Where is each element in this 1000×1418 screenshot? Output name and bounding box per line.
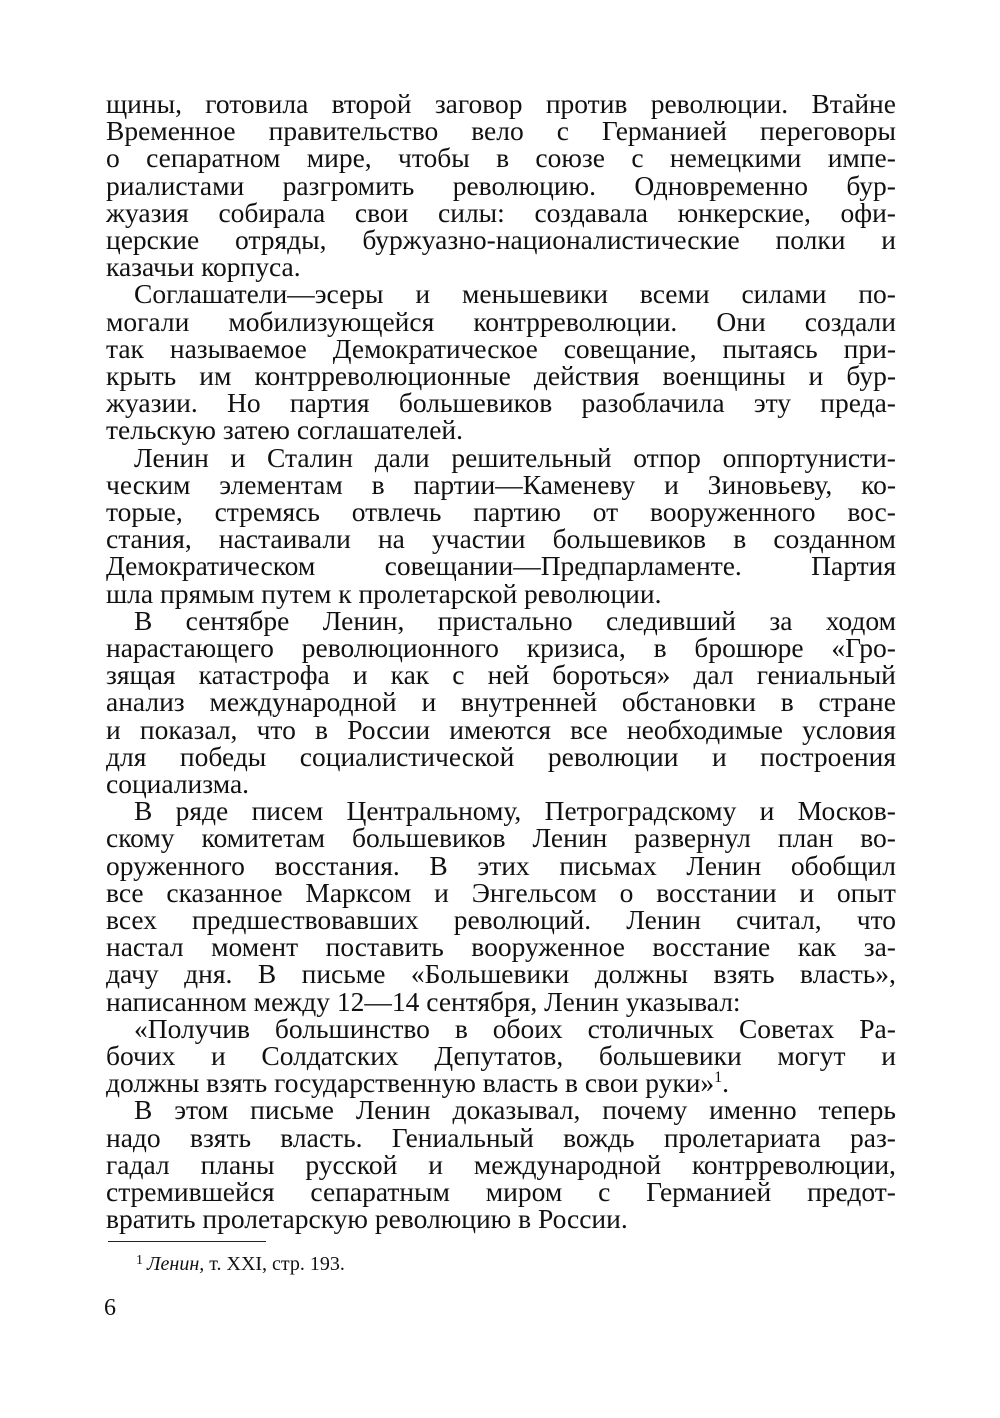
- word: обоих: [492, 1012, 563, 1044]
- word: мире,: [306, 142, 372, 174]
- word: во-: [860, 822, 896, 854]
- word: революционного: [301, 632, 499, 663]
- word: поставить: [325, 931, 444, 963]
- line-text: казачьи корпуса.: [106, 251, 301, 283]
- word: Энгельсом: [471, 876, 597, 908]
- word: ходом: [825, 604, 896, 636]
- word: письмах: [559, 849, 657, 881]
- word: и: [210, 1040, 226, 1071]
- footnote: [136, 1248, 345, 1277]
- word: заговор: [434, 88, 523, 119]
- word: Втайне: [811, 88, 896, 119]
- word: правительство: [268, 115, 439, 147]
- word: отряды,: [235, 224, 327, 255]
- word: союзе: [535, 142, 605, 174]
- word: революций.: [453, 904, 592, 935]
- word: контрреволюции,: [691, 1148, 896, 1180]
- word: партии—Каменеву: [413, 468, 636, 500]
- word: партию: [473, 496, 561, 527]
- footnote-source: т. XXI, стр. 193.: [204, 1253, 345, 1275]
- word: восстании: [656, 876, 777, 908]
- word: Одновременно: [634, 169, 809, 201]
- word: стремясь: [214, 496, 320, 527]
- word: настал: [106, 931, 184, 963]
- word: им: [199, 360, 232, 391]
- word: восстания.: [274, 849, 400, 881]
- line-text: должны взять государственную власть в свои руки»: [106, 1067, 715, 1099]
- word: бур-: [846, 169, 896, 201]
- word: «Получив: [134, 1012, 251, 1044]
- word: второй: [331, 88, 412, 119]
- word: почему: [602, 1094, 688, 1126]
- word: большевиков: [552, 523, 707, 555]
- word: мобилизующейся: [228, 305, 435, 337]
- word: зящая: [106, 659, 176, 691]
- word: Марксом: [305, 876, 412, 908]
- word: контрреволюции.: [473, 305, 678, 337]
- word: при-: [843, 332, 896, 364]
- word: сепаратным: [310, 1176, 450, 1207]
- word: и: [415, 278, 431, 310]
- footnote-author: Ленин,: [147, 1253, 205, 1275]
- word: Но: [227, 387, 261, 419]
- line-text: вратить пролетарскую революцию в России.: [106, 1203, 628, 1235]
- word: «Большевики: [410, 958, 570, 990]
- word: военщины: [662, 360, 786, 391]
- word: отвлечь: [351, 496, 442, 527]
- word: В: [134, 604, 153, 636]
- word: буржуазно-националистические: [362, 224, 740, 255]
- word: внутренней: [460, 686, 598, 718]
- word: власть»,: [799, 958, 896, 990]
- line-text: социализма.: [106, 768, 250, 799]
- word: построения: [760, 740, 896, 772]
- word: щины,: [106, 88, 182, 119]
- word: Москов-: [797, 795, 896, 827]
- word: Ленин: [686, 849, 762, 881]
- word: могут: [777, 1040, 846, 1071]
- word: жуазии.: [106, 387, 198, 419]
- word: Ленин: [134, 441, 209, 473]
- word: церские: [106, 224, 200, 255]
- word: Германией: [601, 115, 728, 147]
- word: и: [230, 441, 246, 473]
- word: взять: [189, 1121, 252, 1153]
- word: Гениальный: [391, 1121, 534, 1153]
- word: надо: [106, 1121, 161, 1153]
- word: в: [733, 523, 747, 555]
- word: власть.: [280, 1121, 363, 1153]
- word: создали: [804, 305, 896, 337]
- word: стания,: [106, 523, 192, 555]
- word: чтобы: [398, 142, 470, 174]
- word: совещание,: [563, 332, 697, 364]
- word: преда-: [820, 387, 896, 419]
- word: большинство: [274, 1012, 430, 1044]
- word: Ленин: [626, 904, 702, 935]
- word: вооруженного: [650, 496, 816, 527]
- word: Советах: [738, 1012, 835, 1044]
- word: пристально: [437, 604, 573, 636]
- word: Зиновьеву,: [707, 468, 833, 500]
- word: большевиков: [352, 822, 506, 854]
- line-text: тельскую затею соглашателей.: [106, 414, 464, 446]
- word: и: [421, 686, 437, 718]
- word: раз-: [849, 1121, 896, 1153]
- word: революции.: [650, 88, 789, 119]
- word: Партия: [811, 550, 896, 582]
- word: Соглашатели—эсеры: [134, 278, 384, 310]
- word: все: [570, 713, 608, 745]
- word: и: [799, 876, 815, 908]
- word: анализ: [106, 686, 185, 718]
- word: Ленин,: [322, 604, 405, 636]
- word: вооруженное: [471, 931, 625, 963]
- footnote-reference: 1: [714, 1069, 723, 1087]
- word: письме: [250, 1094, 334, 1126]
- word: жуазия: [106, 196, 189, 228]
- word: Они: [716, 305, 766, 337]
- word: кризиса,: [526, 632, 626, 663]
- word: дали: [374, 441, 430, 473]
- word: разгромить: [282, 169, 415, 201]
- word: в: [653, 632, 667, 663]
- word: социалистической: [299, 740, 515, 772]
- word: Петроградскому: [544, 795, 737, 827]
- word: за-: [863, 931, 896, 963]
- word: разоблачила: [581, 387, 725, 419]
- word: планы: [200, 1148, 275, 1180]
- footnote-mark: 1: [136, 1253, 143, 1268]
- word: В: [257, 958, 277, 990]
- word: ческим: [106, 468, 191, 500]
- word: вос-: [847, 496, 896, 527]
- word: как: [797, 931, 837, 963]
- word: международной: [209, 686, 397, 718]
- word: полки: [775, 224, 846, 255]
- word: называемое: [169, 332, 307, 364]
- word: и: [711, 740, 727, 772]
- word: и: [434, 876, 449, 908]
- word: немецкими: [669, 142, 802, 174]
- word: в: [780, 686, 794, 718]
- word: риалистами: [106, 169, 245, 201]
- word: Демократическом: [106, 550, 316, 582]
- word: импе-: [827, 142, 896, 174]
- word: с: [452, 659, 465, 691]
- word: Солдатских: [261, 1040, 399, 1071]
- word: гениальный: [756, 659, 896, 691]
- word: России: [347, 713, 431, 745]
- word: отпор: [633, 441, 701, 473]
- word: созданном: [773, 523, 896, 555]
- word: о: [106, 142, 120, 174]
- word: в: [454, 1012, 468, 1044]
- word: нарастающего: [106, 632, 274, 663]
- word: теперь: [818, 1094, 896, 1126]
- word: имеются: [449, 713, 551, 745]
- word: от: [592, 496, 619, 527]
- word: опыт: [836, 876, 896, 908]
- word: должны: [594, 958, 688, 990]
- word: силами: [741, 278, 827, 310]
- word: обстановки: [621, 686, 756, 718]
- word: ряде: [175, 795, 229, 827]
- word: для: [106, 740, 147, 772]
- word: элементам: [219, 468, 343, 500]
- word: юнкерские,: [677, 196, 811, 228]
- word: на: [377, 523, 405, 555]
- word: в: [371, 468, 385, 500]
- word: вождь: [563, 1121, 635, 1153]
- word: совещании—Предпарламенте.: [384, 550, 742, 582]
- word: о: [619, 876, 634, 908]
- word: победы: [179, 740, 267, 772]
- word: и: [808, 360, 824, 391]
- word: ней: [487, 659, 530, 691]
- word: торые,: [106, 496, 183, 527]
- word: русской: [305, 1148, 398, 1180]
- word: бороться»: [552, 659, 671, 691]
- word: план: [777, 822, 834, 854]
- word: показал,: [139, 713, 238, 745]
- word: и: [759, 795, 775, 827]
- word: условия: [802, 713, 896, 745]
- word: брошюре: [694, 632, 804, 663]
- word: действия: [533, 360, 640, 391]
- word: оруженного: [106, 849, 245, 881]
- word: свои: [354, 196, 409, 228]
- word: большевиков: [398, 387, 553, 419]
- word: так: [106, 332, 144, 364]
- word: считал,: [736, 904, 822, 935]
- word: и: [352, 659, 368, 691]
- word: революции: [547, 740, 679, 772]
- word: в: [315, 713, 329, 745]
- word: дал: [693, 659, 734, 691]
- word: В: [134, 1094, 153, 1126]
- word: доказывал,: [452, 1094, 581, 1126]
- word: оппортунисти-: [722, 441, 896, 473]
- word: за: [769, 604, 793, 636]
- word: по-: [858, 278, 896, 310]
- word: партия: [289, 387, 370, 419]
- word: все: [106, 876, 144, 908]
- word: комитетам: [201, 822, 326, 854]
- word: создавала: [534, 196, 648, 228]
- word: пролетариата: [663, 1121, 821, 1153]
- word: Сталин: [267, 441, 353, 473]
- word: сказанное: [166, 876, 283, 908]
- word: гадал: [106, 1148, 170, 1180]
- word: могали: [106, 305, 190, 337]
- word: восстание: [652, 931, 771, 963]
- word: и: [881, 224, 896, 255]
- word: «Гро-: [831, 632, 896, 663]
- word: писем: [251, 795, 324, 827]
- word: с: [598, 1176, 611, 1207]
- word: предшествовавших: [192, 904, 419, 935]
- page-number: 6: [104, 1295, 116, 1321]
- word: крыть: [106, 360, 177, 391]
- word: дачу: [106, 958, 159, 990]
- word: настаивали: [218, 523, 351, 555]
- word: письме: [301, 958, 386, 990]
- word: скому: [106, 822, 175, 854]
- word: Центральному,: [346, 795, 522, 827]
- word: с: [556, 115, 569, 147]
- word: стране: [818, 686, 896, 718]
- word: стремившейся: [106, 1176, 275, 1207]
- word: предот-: [807, 1176, 896, 1207]
- word: этом: [174, 1094, 229, 1126]
- word: и: [428, 1148, 443, 1180]
- word: бочих: [106, 1040, 176, 1071]
- word: именно: [709, 1094, 797, 1126]
- word: катастрофа: [198, 659, 330, 691]
- word: бур-: [846, 360, 896, 391]
- word: большевики: [598, 1040, 742, 1071]
- word: Временное: [106, 115, 236, 147]
- quote-end-period: .: [722, 1067, 730, 1099]
- word: вело: [471, 115, 524, 147]
- word: меньшевики: [461, 278, 609, 310]
- word: всеми: [639, 278, 710, 310]
- word: в: [496, 142, 510, 174]
- word: взять: [713, 958, 775, 990]
- word: необходимые: [626, 713, 783, 745]
- word: революцию.: [452, 169, 596, 201]
- line-text: написанном между 12—14 сентября, Ленин указывал:: [106, 985, 741, 1017]
- word: пытаясь: [722, 332, 818, 364]
- text-line: [106, 1203, 628, 1235]
- word: готовила: [205, 88, 309, 119]
- word: столичных: [587, 1012, 715, 1044]
- word: этих: [477, 849, 530, 881]
- word: против: [545, 88, 628, 119]
- word: обобщил: [790, 849, 896, 881]
- word: силы:: [438, 196, 505, 228]
- word: Германией: [646, 1176, 772, 1207]
- word: развернул: [634, 822, 751, 854]
- word: всех: [106, 904, 157, 935]
- line-text: шла прямым путем к пролетарской революции.: [106, 577, 662, 609]
- word: Ленин: [355, 1094, 431, 1126]
- footnote-divider: [108, 1241, 266, 1242]
- word: следивший: [605, 604, 737, 636]
- word: Демократическое: [332, 332, 538, 364]
- word: ко-: [861, 468, 896, 500]
- word: сепаратном: [146, 142, 281, 174]
- word: как: [390, 659, 430, 691]
- word: с: [631, 142, 644, 174]
- word: собирала: [218, 196, 326, 228]
- word: переговоры: [759, 115, 896, 147]
- word: Депутатов,: [434, 1040, 564, 1071]
- word: что: [256, 713, 296, 745]
- word: Ра-: [859, 1012, 896, 1044]
- word: контрреволюционные: [254, 360, 511, 391]
- word: и: [106, 713, 121, 745]
- word: и: [881, 1040, 896, 1071]
- word: решительный: [451, 441, 612, 473]
- word: и: [664, 468, 679, 500]
- word: что: [856, 904, 896, 935]
- word: международной: [473, 1148, 662, 1180]
- word: миром: [485, 1176, 563, 1207]
- word: В: [134, 795, 153, 827]
- word: офи-: [840, 196, 896, 228]
- word: момент: [211, 931, 299, 963]
- word: В: [429, 849, 448, 881]
- word: сентябре: [185, 604, 290, 636]
- word: эту: [753, 387, 792, 419]
- word: Ленин: [532, 822, 608, 854]
- word: участии: [432, 523, 526, 555]
- word: дня.: [184, 958, 233, 990]
